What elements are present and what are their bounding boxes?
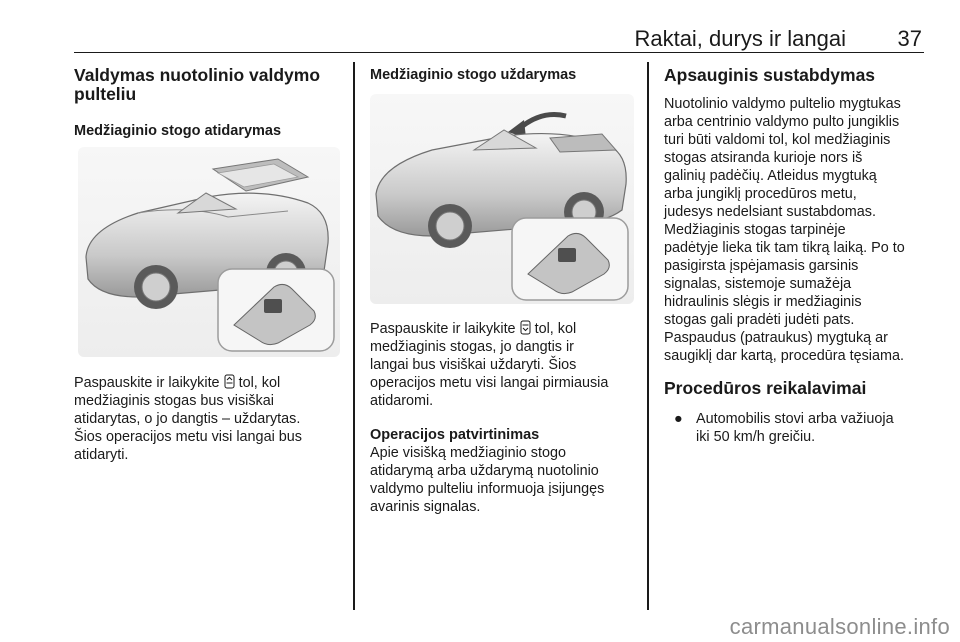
bullet-icon: ● — [674, 411, 683, 427]
section-heading-safety-stop: Apsauginis sustabdymas — [664, 65, 876, 85]
convertible-car-roof-close-illustration — [370, 94, 634, 304]
page-number: 37 — [897, 26, 922, 51]
subheading-operation-confirmation: Operacijos patvirtinimas — [370, 427, 540, 443]
column-left — [74, 66, 338, 140]
subheading-roof-close: Medžiaginio stogo uždarymas — [370, 67, 577, 83]
requirements-list — [664, 410, 926, 446]
column-divider-1 — [353, 62, 355, 610]
watermark: carmanualsonline.info — [729, 614, 950, 639]
illustration-roof-close — [370, 94, 634, 304]
column-middle — [370, 66, 634, 84]
paragraph-operation-confirmation: Apie visišką medžiaginio stogo atidarymą arba uždarymą nuotolinio valdymo pulteliu informuoja įsijungęs avarinis signalas. — [370, 445, 605, 515]
paragraph-roof-open: Paspauskite ir laikykite tol, kol medžiaginis stogas bus visiškai atidarytas, o jo dangtis – uždarytas. Šios operacijos metu visi langai bus atidaryti. — [74, 375, 302, 463]
column-middle-body — [370, 320, 640, 516]
paragraph-roof-close: Paspauskite ir laikykite tol, kol medžiaginis stogas, jo dangtis ir langai bus visiškai uždaryti. Šios operacijos metu visi langai pirmiausia atidaromi. — [370, 321, 609, 409]
section-heading-remote-control: Valdymas nuotolinio valdymo pulteliu — [74, 65, 321, 104]
section-heading-requirements: Procedūros reikalavimai — [664, 378, 867, 398]
column-divider-2 — [647, 62, 649, 610]
roof-close-key-icon — [520, 320, 531, 335]
list-item: ● Automobilis stovi arba važiuoja iki 50 km/h greičiu. — [674, 411, 894, 445]
subheading-roof-open: Medžiaginio stogo atidarymas — [74, 123, 282, 139]
paragraph-safety-stop: Nuotolinio valdymo pultelio mygtukas arba centrinio valdymo pulto jungiklis turi būti valdomi tol, kol medžiaginis stogas atsiranda kurioje nors iš galinių padėčių. Atleidus mygtuką arba jungiklį procedūros metu, judesys nedelsiant sustabdomas. Medžiaginis stogas tarpinėje padėtyje lieka tik tam tikrą laiką. Po to pasigirsta įspėjamasis garsinis signalas, sistemoje sumažėja hidraulinis slėgis ir medžiaginis stogas gali pradėti judėti pats. Paspaudus (patraukus) mygtuką ar saugiklį dar kartą, procedūra tęsiama. — [664, 96, 905, 364]
convertible-car-roof-open-illustration — [78, 147, 340, 357]
illustration-roof-open — [78, 147, 340, 357]
page-header — [74, 18, 924, 53]
header-title: Raktai, durys ir langai — [634, 26, 846, 51]
column-right — [664, 66, 926, 446]
roof-open-key-icon — [224, 374, 235, 389]
